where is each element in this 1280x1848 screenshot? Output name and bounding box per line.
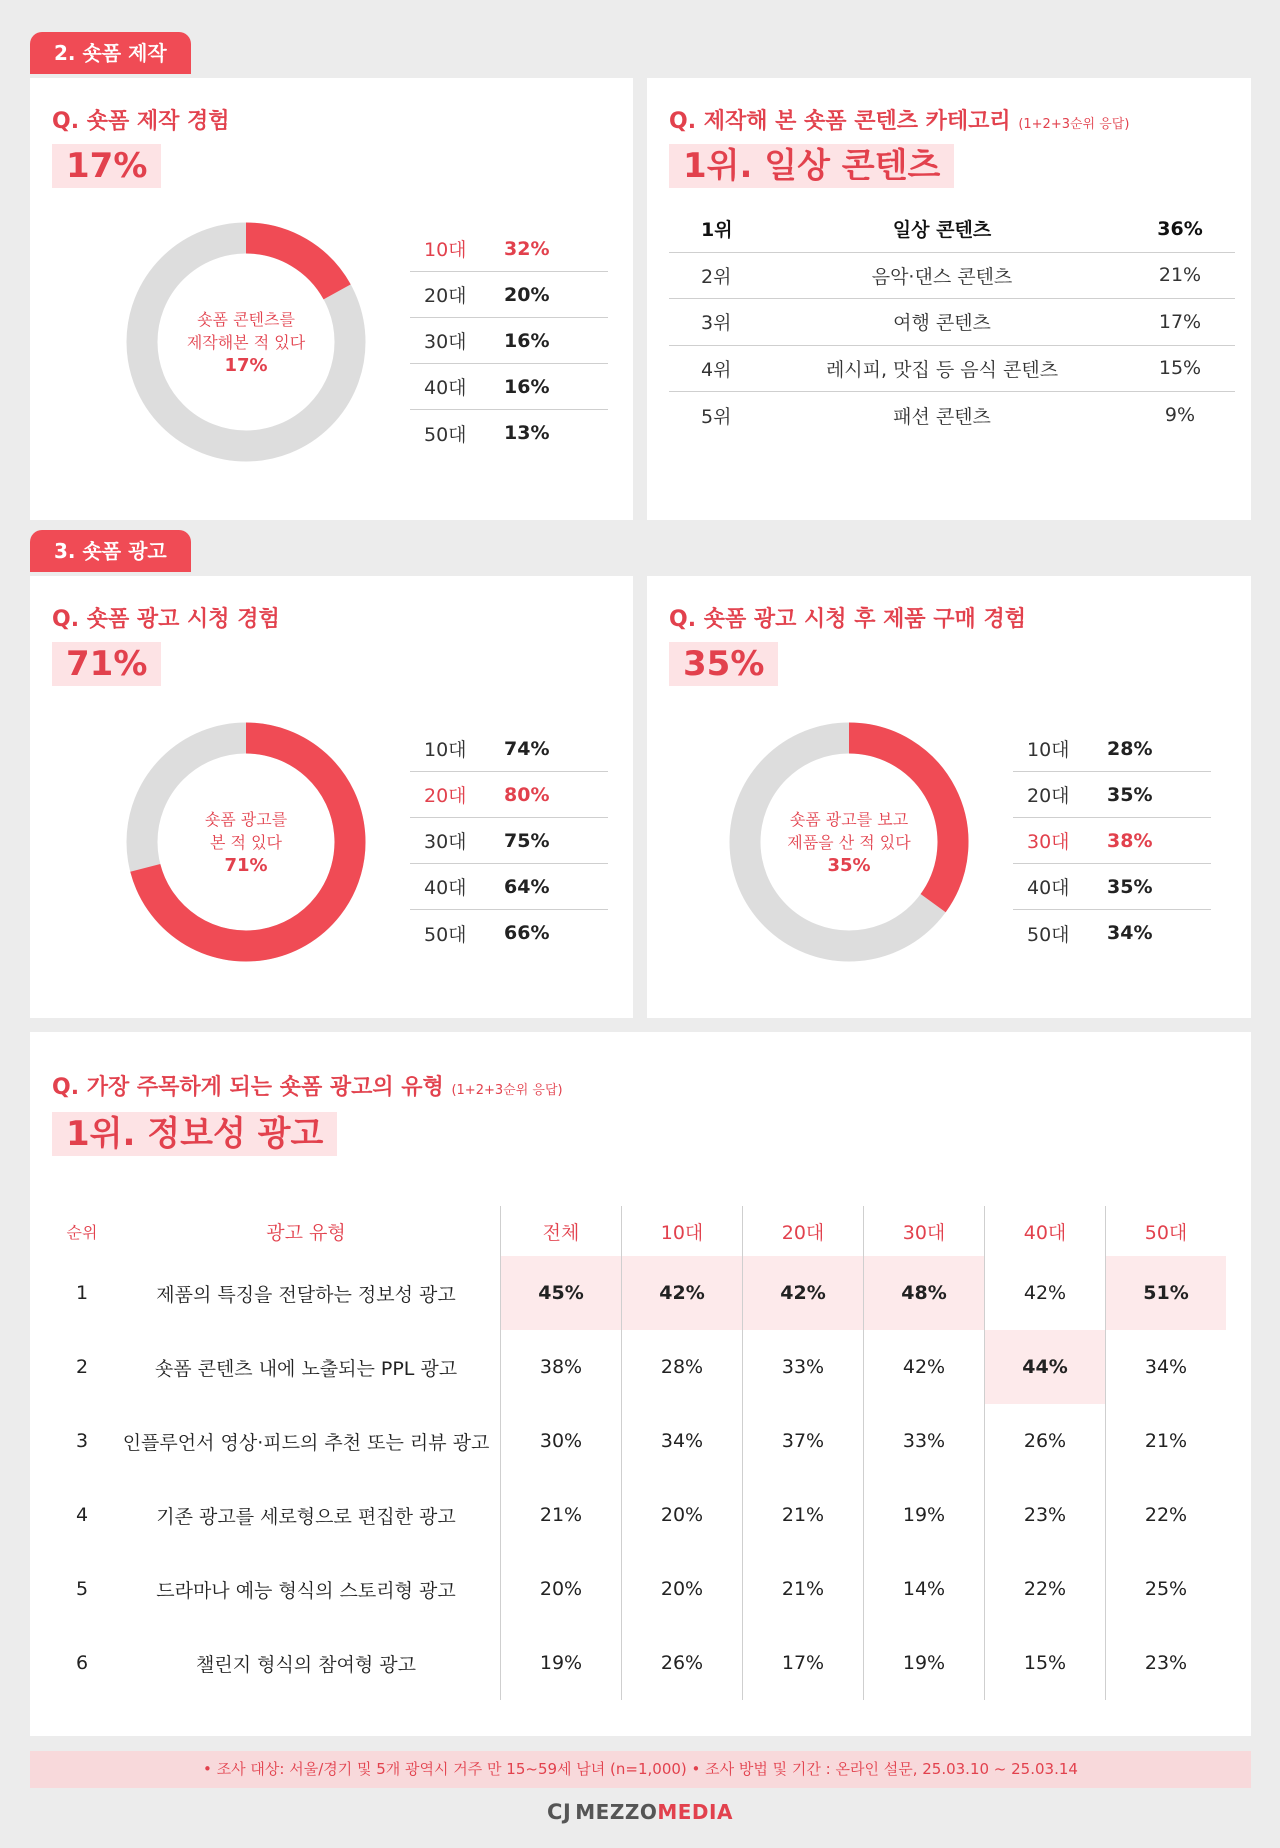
rank-cell: 6: [75, 1652, 89, 1674]
age-label: 30대: [424, 331, 467, 353]
donut-chart: [126, 722, 366, 962]
rank-cell: 3: [75, 1430, 89, 1452]
donut-center-label: [126, 722, 366, 962]
header-20s: 20대: [742, 1206, 863, 1256]
donut-label-value: 17%: [224, 354, 268, 376]
headline-value: 1위. 일상 콘텐츠: [669, 144, 954, 188]
question-note: (1+2+3순위 응답): [451, 1083, 563, 1098]
age-pct: 38%: [1107, 829, 1153, 852]
headline-value: 71%: [52, 642, 161, 686]
age-row: [410, 772, 608, 818]
question-text: Q. 가장 주목하게 되는 숏폼 광고의 유형: [52, 1075, 444, 1100]
table-row: [669, 392, 1235, 439]
table-row: [669, 253, 1235, 300]
rank-cell: 1: [75, 1282, 89, 1304]
age-pct: 75%: [504, 829, 550, 852]
value-cell: 20%: [500, 1552, 621, 1626]
age-pct: 20%: [504, 283, 550, 306]
value-cell: 22%: [984, 1552, 1105, 1626]
value-cell: 23%: [1105, 1626, 1226, 1700]
pct-cell: 17%: [1158, 310, 1202, 333]
name-cell: 일상 콘텐츠: [892, 219, 992, 242]
value-cell: 34%: [621, 1404, 742, 1478]
pct-cell: 21%: [1158, 264, 1202, 287]
table-row: [669, 299, 1235, 346]
value-cell: 26%: [621, 1626, 742, 1700]
donut-label-line2: 제품을 산 적 있다: [787, 832, 911, 852]
rank-cell: 5: [75, 1578, 89, 1600]
donut-label-value: 35%: [827, 854, 871, 876]
age-row: [410, 864, 608, 910]
age-pct: 16%: [504, 329, 550, 352]
header-40s: 40대: [984, 1206, 1105, 1256]
value-cell: 21%: [1105, 1404, 1226, 1478]
rank-cell: 5위: [701, 405, 732, 428]
age-label: 10대: [1027, 739, 1070, 761]
age-row: [1013, 910, 1211, 956]
age-row: [1013, 726, 1211, 772]
table-row: [669, 346, 1235, 393]
age-label: 40대: [424, 877, 467, 899]
age-breakdown-list: [410, 726, 608, 956]
name-cell: 여행 콘텐츠: [893, 312, 991, 335]
age-label: 40대: [1027, 877, 1070, 899]
logo-cj: CJ: [547, 1800, 572, 1824]
headline-value: 17%: [52, 144, 161, 188]
type-cell: 숏폼 콘텐츠 내에 노출되는 PPL 광고: [154, 1357, 458, 1380]
age-pct: 74%: [504, 737, 550, 760]
value-cell: 28%: [621, 1330, 742, 1404]
age-label: 50대: [424, 923, 467, 946]
age-label: 20대: [1027, 785, 1070, 807]
pct-cell: 36%: [1157, 217, 1203, 240]
age-pct: 80%: [504, 783, 550, 806]
question-note: (1+2+3순위 응답): [1018, 117, 1130, 132]
rank-cell: 2: [75, 1356, 89, 1378]
value-cell: 33%: [863, 1404, 984, 1478]
value-cell: 48%: [863, 1256, 984, 1330]
question-title: [52, 1070, 563, 1101]
name-cell: 레시피, 맛집 등 음식 콘텐츠: [825, 358, 1059, 381]
age-pct: 35%: [1107, 783, 1153, 806]
name-cell: 음악·댄스 콘텐츠: [871, 265, 1013, 288]
value-cell: 14%: [863, 1552, 984, 1626]
age-row: [410, 726, 608, 772]
value-cell: 42%: [742, 1256, 863, 1330]
header-rank: 순위: [66, 1222, 98, 1242]
type-cell: 챌린지 형식의 참여형 광고: [195, 1653, 416, 1676]
table-row: [52, 1478, 1236, 1552]
value-cell: 22%: [1105, 1478, 1226, 1552]
value-cell: 20%: [621, 1552, 742, 1626]
age-row: [1013, 864, 1211, 910]
age-label: 50대: [424, 423, 467, 446]
rank-cell: 3위: [701, 312, 732, 335]
value-cell: 42%: [863, 1330, 984, 1404]
question-title: Q. 숏폼 광고 시청 후 제품 구매 경험: [669, 607, 1026, 632]
age-pct: 64%: [504, 875, 550, 898]
age-label: 20대: [424, 785, 467, 807]
value-cell: 34%: [1105, 1330, 1226, 1404]
table-header-row: [52, 1206, 1236, 1256]
donut-label-value: 71%: [224, 854, 268, 876]
card-production-experience: [30, 78, 633, 520]
rank-cell: 4위: [701, 358, 732, 381]
table-row: [52, 1552, 1236, 1626]
value-cell: 21%: [742, 1478, 863, 1552]
headline-value: 1위. 정보성 광고: [52, 1112, 337, 1156]
value-cell: 51%: [1105, 1256, 1226, 1330]
value-cell: 42%: [984, 1256, 1105, 1330]
donut-label-line1: 숏폼 광고를: [204, 809, 288, 829]
donut-chart: [126, 222, 366, 462]
value-cell: 30%: [500, 1404, 621, 1478]
age-label: 20대: [424, 285, 467, 307]
age-row: [410, 818, 608, 864]
age-row: [410, 364, 608, 410]
logo-mezzo: MEZZO: [575, 1800, 658, 1824]
table-row: [52, 1626, 1236, 1700]
age-label: 30대: [424, 831, 467, 853]
age-breakdown-list: [410, 226, 608, 456]
header-total: 전체: [500, 1206, 621, 1256]
age-row: [410, 910, 608, 956]
table-row: [52, 1330, 1236, 1404]
headline-value: 35%: [669, 642, 778, 686]
value-cell: 21%: [500, 1478, 621, 1552]
pct-cell: 15%: [1158, 357, 1202, 380]
value-cell: 33%: [742, 1330, 863, 1404]
question-text: Q. 제작해 본 숏폼 콘텐츠 카테고리: [669, 109, 1011, 134]
header-10s: 10대: [621, 1206, 742, 1256]
age-row: [410, 272, 608, 318]
donut-chart: [729, 722, 969, 962]
donut-label-line2: 제작해본 적 있다: [186, 332, 306, 352]
age-pct: 32%: [504, 237, 550, 260]
type-cell: 제품의 특징을 전달하는 정보성 광고: [156, 1283, 456, 1306]
table-row: [669, 206, 1235, 253]
type-cell: 기존 광고를 세로형으로 편집한 광고: [156, 1505, 456, 1528]
age-row: [1013, 818, 1211, 864]
age-pct: 66%: [504, 922, 550, 944]
card-ad-types: [30, 1032, 1251, 1736]
donut-label-line1: 숏폼 광고를 보고: [789, 809, 909, 829]
type-cell: 드라마나 예능 형식의 스토리형 광고: [156, 1579, 456, 1602]
logo-media: MEDIA: [657, 1800, 733, 1824]
value-cell: 21%: [742, 1552, 863, 1626]
value-cell: 19%: [500, 1626, 621, 1700]
value-cell: 37%: [742, 1404, 863, 1478]
question-title: Q. 숏폼 제작 경험: [52, 109, 230, 134]
name-cell: 패션 콘텐츠: [893, 405, 991, 428]
header-30s: 30대: [863, 1206, 984, 1256]
age-row: [1013, 772, 1211, 818]
section-tag-shortform-production: 2. 숏폼 제작: [30, 32, 191, 74]
pct-cell: 9%: [1164, 404, 1196, 427]
age-pct: 16%: [504, 375, 550, 398]
question-title: Q. 숏폼 광고 시청 경험: [52, 607, 280, 632]
value-cell: 25%: [1105, 1552, 1226, 1626]
table-row: [52, 1256, 1236, 1330]
value-cell: 19%: [863, 1478, 984, 1552]
card-purchase-after-ad: [647, 576, 1251, 1018]
value-cell: 15%: [984, 1626, 1105, 1700]
value-cell: 42%: [621, 1256, 742, 1330]
age-breakdown-list: [1013, 726, 1211, 956]
age-row: [410, 318, 608, 364]
value-cell: 45%: [500, 1256, 621, 1330]
age-pct: 35%: [1107, 875, 1153, 898]
value-cell: 38%: [500, 1330, 621, 1404]
age-pct: 34%: [1107, 922, 1153, 944]
card-ad-viewing: [30, 576, 633, 1018]
age-row: [410, 410, 608, 456]
question-title: [669, 104, 1129, 135]
value-cell: 26%: [984, 1404, 1105, 1478]
value-cell: 17%: [742, 1626, 863, 1700]
category-ranking-table: [669, 206, 1235, 439]
value-cell: 23%: [984, 1478, 1105, 1552]
section-tag-shortform-ads: 3. 숏폼 광고: [30, 530, 191, 572]
value-cell: 44%: [984, 1330, 1105, 1404]
age-label: 40대: [424, 377, 467, 399]
ad-types-table: [52, 1206, 1236, 1700]
age-pct: 28%: [1107, 737, 1153, 760]
table-row: [52, 1404, 1236, 1478]
donut-center-label: [126, 222, 366, 462]
donut-label-line1: 숏폼 콘텐츠를: [197, 309, 295, 329]
donut-center-label: [729, 722, 969, 962]
age-label: 10대: [424, 239, 467, 261]
age-label: 50대: [1027, 923, 1070, 946]
survey-footnote: • 조사 대상: 서울/경기 및 5개 광역시 거주 만 15~59세 남녀 (n=1,000) • 조사 방법 및 기간 : 온라인 설문, 25.03.10 ~ 25.03.14: [30, 1751, 1251, 1788]
value-cell: 19%: [863, 1626, 984, 1700]
type-cell: 인플루언서 영상·피드의 추천 또는 리뷰 광고: [122, 1431, 490, 1454]
age-label: 30대: [1027, 831, 1070, 853]
rank-cell: 4: [75, 1504, 89, 1526]
rank-cell: 1위: [701, 219, 733, 242]
donut-label-line2: 본 적 있다: [210, 832, 282, 852]
age-pct: 13%: [504, 422, 550, 444]
brand-logo: [0, 1800, 1280, 1824]
header-50s: 50대: [1105, 1206, 1226, 1256]
card-content-category: [647, 78, 1251, 520]
age-label: 10대: [424, 739, 467, 761]
value-cell: 20%: [621, 1478, 742, 1552]
age-row: [410, 226, 608, 272]
rank-cell: 2위: [701, 265, 732, 288]
header-type: 광고 유형: [266, 1221, 346, 1244]
